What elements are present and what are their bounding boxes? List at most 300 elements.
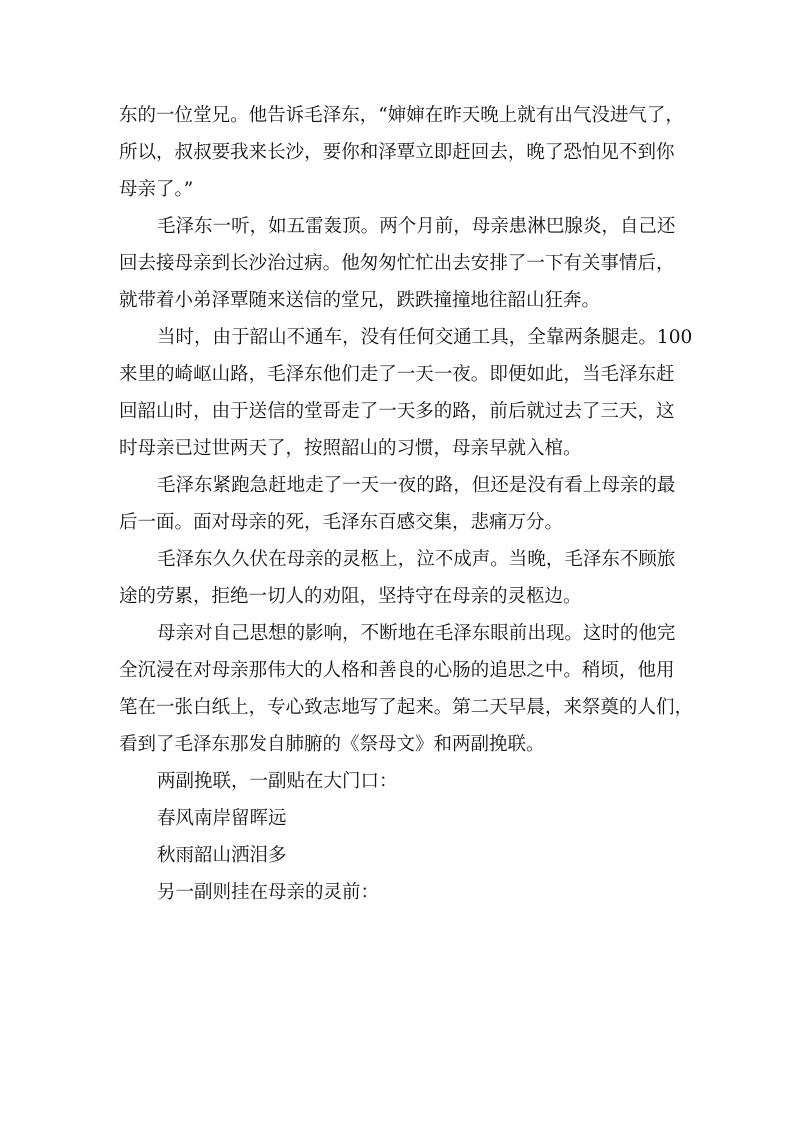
glyph: 赶 xyxy=(268,475,287,496)
glyph: 没 xyxy=(360,327,380,348)
glyph: 时 xyxy=(174,401,194,422)
glyph: ， xyxy=(545,549,565,570)
glyph: 东 xyxy=(637,364,656,385)
glyph: 祭 xyxy=(581,697,601,718)
glyph: 来 xyxy=(415,697,434,718)
glyph: 即 xyxy=(433,142,453,163)
glyph: ， xyxy=(470,401,490,422)
glyph: 没 xyxy=(591,105,610,126)
glyph: 毛 xyxy=(157,475,176,496)
glyph: 炎 xyxy=(582,216,602,237)
glyph: 气 xyxy=(628,105,647,126)
glyph: 告 xyxy=(267,105,286,126)
glyph: 一 xyxy=(526,253,545,274)
text-line: 春风南岸留晖远 xyxy=(157,808,287,829)
glyph: 己 xyxy=(231,623,250,644)
glyph: 于 xyxy=(231,327,250,348)
glyph: 的 xyxy=(638,475,657,496)
text-line: 途的劳累，拒绝一切人的劝阻，坚持守在母亲的灵柩边。 xyxy=(119,586,582,607)
glyph: 用 xyxy=(655,660,675,681)
glyph: 的 xyxy=(619,623,639,644)
text-line xyxy=(119,398,675,435)
glyph: 东 xyxy=(471,623,491,644)
glyph: 。 xyxy=(230,105,249,126)
glyph: 二 xyxy=(470,697,490,718)
glyph: 的 xyxy=(304,660,323,681)
glyph: 情 xyxy=(618,253,638,274)
glyph: 久 xyxy=(212,549,232,570)
glyph: 由 xyxy=(212,327,232,348)
glyph: 地 xyxy=(286,475,306,496)
glyph: 诉 xyxy=(285,105,305,126)
glyph: 走 xyxy=(341,401,360,422)
text-line: 另一副则挂在母亲的灵前： xyxy=(157,882,380,903)
glyph: 恐 xyxy=(563,142,582,163)
glyph: ， xyxy=(508,327,528,348)
paragraph-last-look xyxy=(119,472,676,546)
document-page xyxy=(119,102,693,916)
glyph: 要 xyxy=(211,142,231,163)
glyph: 下 xyxy=(544,253,564,274)
glyph: 。 xyxy=(563,660,582,681)
glyph: 的 xyxy=(285,401,305,422)
glyph: 时 xyxy=(175,327,195,348)
glyph: 叔 xyxy=(174,142,194,163)
glyph: 过 xyxy=(544,401,564,422)
glyph: 交 xyxy=(434,327,454,348)
text-line: 就带着小弟泽覃随来送信的堂兄，跌跌撞撞地往韶山狂奔。 xyxy=(119,290,601,311)
glyph: 前 xyxy=(489,401,508,422)
glyph: 100 xyxy=(656,327,693,348)
glyph: 天 xyxy=(618,401,638,422)
glyph: 走 xyxy=(619,327,639,348)
glyph: 上 xyxy=(379,549,398,570)
glyph: 有 xyxy=(563,253,582,274)
glyph: 两 xyxy=(564,327,583,348)
glyph: 了 xyxy=(378,697,397,718)
glyph: 来 xyxy=(248,142,268,163)
glyph: 车 xyxy=(323,327,343,348)
glyph: 在 xyxy=(424,105,444,126)
glyph: 来 xyxy=(563,697,582,718)
glyph: 路 xyxy=(434,475,454,496)
glyph: 淋 xyxy=(527,216,546,237)
glyph: ， xyxy=(563,364,582,385)
glyph: 安 xyxy=(470,253,490,274)
glyph: 柩 xyxy=(360,549,380,570)
glyph: 亲 xyxy=(175,623,195,644)
glyph: 。 xyxy=(322,253,342,274)
glyph: 有 xyxy=(535,105,555,126)
glyph: 伏 xyxy=(249,549,269,570)
glyph: 致 xyxy=(304,697,323,718)
glyph: 一 xyxy=(396,364,416,385)
couplet-line-1 xyxy=(119,805,672,842)
glyph: 出 xyxy=(527,623,546,644)
glyph: 一 xyxy=(379,475,398,496)
glyph: 地 xyxy=(341,697,360,718)
glyph: 晨 xyxy=(526,697,545,718)
glyph: 的 xyxy=(415,660,434,681)
glyph: 如 xyxy=(526,364,545,385)
glyph: 当 xyxy=(157,327,176,348)
glyph: 患 xyxy=(508,216,528,237)
glyph: 事 xyxy=(600,253,619,274)
glyph: 浸 xyxy=(156,660,175,681)
glyph: 。 xyxy=(490,549,509,570)
glyph: 两 xyxy=(379,216,398,237)
glyph: 多 xyxy=(415,401,434,422)
glyph: 此 xyxy=(544,364,564,385)
glyph: 伟 xyxy=(267,660,286,681)
glyph: 沙 xyxy=(285,142,305,163)
glyph: 前 xyxy=(508,623,528,644)
text-line xyxy=(119,472,676,509)
glyph: ， xyxy=(397,549,417,570)
glyph: 赶 xyxy=(452,142,471,163)
glyph: 格 xyxy=(341,660,360,681)
glyph: 在 xyxy=(137,697,157,718)
glyph: 不 xyxy=(286,327,306,348)
glyph: 通 xyxy=(453,327,472,348)
glyph: 不 xyxy=(434,549,454,570)
glyph: 良 xyxy=(396,660,416,681)
glyph: 纸 xyxy=(211,697,231,718)
glyph: 还 xyxy=(490,475,509,496)
glyph: 追 xyxy=(489,660,508,681)
glyph: 。 xyxy=(638,327,657,348)
glyph: 亲 xyxy=(490,216,509,237)
glyph: 个 xyxy=(397,216,417,237)
glyph: 里 xyxy=(137,364,157,385)
glyph: ， xyxy=(194,327,213,348)
glyph: 一 xyxy=(156,697,175,718)
glyph: 一 xyxy=(156,105,175,126)
glyph: 泽 xyxy=(175,549,195,570)
glyph: 声 xyxy=(471,549,491,570)
text-line xyxy=(119,694,693,731)
glyph: ， xyxy=(193,401,212,422)
glyph: 兄 xyxy=(211,105,231,126)
glyph: 后 xyxy=(637,253,656,274)
glyph: ， xyxy=(248,364,268,385)
glyph: 跑 xyxy=(231,475,250,496)
glyph: 走 xyxy=(359,364,379,385)
glyph: 上 xyxy=(582,475,602,496)
glyph: 毛 xyxy=(157,549,176,570)
glyph: 了 xyxy=(359,401,379,422)
glyph: 自 xyxy=(619,216,639,237)
glyph: 覃 xyxy=(396,142,416,163)
glyph: 月 xyxy=(416,216,435,237)
glyph: 还 xyxy=(656,216,676,237)
glyph: 岖 xyxy=(193,364,212,385)
glyph: 由 xyxy=(211,401,231,422)
glyph: 的 xyxy=(416,475,435,496)
glyph: 山 xyxy=(156,401,175,422)
glyph: 旅 xyxy=(656,549,676,570)
glyph: 这 xyxy=(655,401,675,422)
glyph: 天 xyxy=(489,697,508,718)
glyph: 毛 xyxy=(157,216,176,237)
glyph: 了 xyxy=(378,364,397,385)
glyph: ， xyxy=(342,327,361,348)
glyph: 母 xyxy=(471,216,491,237)
glyph: 顷 xyxy=(600,660,619,681)
glyph: 第 xyxy=(452,697,471,718)
glyph: 影 xyxy=(305,623,324,644)
glyph: 堂 xyxy=(193,105,212,126)
glyph: 一 xyxy=(342,475,361,496)
glyph: 时 xyxy=(601,623,620,644)
glyph: 堂 xyxy=(304,401,323,422)
glyph: ， xyxy=(453,475,472,496)
glyph: 靠 xyxy=(545,327,565,348)
text-line: 秋雨韶山洒泪多 xyxy=(157,845,287,866)
glyph: 去 xyxy=(452,253,471,274)
glyph: 起 xyxy=(396,697,416,718)
glyph: 肠 xyxy=(452,660,471,681)
text-line: 母亲了。” xyxy=(119,179,194,200)
glyph: 。 xyxy=(470,364,490,385)
glyph: 出 xyxy=(554,105,573,126)
glyph: 己 xyxy=(638,216,657,237)
glyph: 。 xyxy=(433,697,453,718)
glyph: 东 xyxy=(341,105,360,126)
glyph: ， xyxy=(156,142,175,163)
glyph: 的 xyxy=(137,105,157,126)
glyph: 亲 xyxy=(230,660,249,681)
glyph: 路 xyxy=(230,364,249,385)
glyph: 晚 xyxy=(526,142,545,163)
glyph: 当 xyxy=(581,364,601,385)
glyph: 婶 xyxy=(387,105,407,126)
glyph: ， xyxy=(618,660,638,681)
glyph: 夜 xyxy=(452,364,471,385)
glyph: 不 xyxy=(360,623,380,644)
glyph: 思 xyxy=(249,623,269,644)
glyph: 成 xyxy=(453,549,472,570)
glyph: 亲 xyxy=(305,549,324,570)
glyph: 出 xyxy=(433,253,453,274)
glyph: 便 xyxy=(507,364,527,385)
glyph: 有 xyxy=(379,327,398,348)
glyph: 一 xyxy=(212,216,232,237)
glyph: 的 xyxy=(156,364,175,385)
glyph: 的 xyxy=(433,401,453,422)
glyph: 有 xyxy=(545,475,565,496)
glyph: 但 xyxy=(471,475,491,496)
glyph: 了 xyxy=(544,142,564,163)
glyph: 们 xyxy=(655,697,675,718)
glyph: 东 xyxy=(194,216,213,237)
glyph: 泽 xyxy=(175,475,195,496)
glyph: 眼 xyxy=(490,623,509,644)
glyph: 到 xyxy=(637,142,656,163)
text-line: 两副挽联，一副贴在大门口： xyxy=(157,771,398,792)
glyph: 匆 xyxy=(378,253,397,274)
glyph: 毛 xyxy=(267,364,286,385)
glyph: 早 xyxy=(507,697,527,718)
glyph: ， xyxy=(507,142,527,163)
glyph: 沙 xyxy=(248,253,268,274)
glyph: ， xyxy=(637,401,656,422)
glyph: 通 xyxy=(305,327,324,348)
glyph: 叔 xyxy=(193,142,212,163)
glyph: ， xyxy=(665,105,684,126)
glyph: 晚 xyxy=(480,105,499,126)
glyph: 山 xyxy=(268,327,287,348)
glyph: 进 xyxy=(609,105,629,126)
glyph: 泽 xyxy=(322,105,342,126)
glyph: 回 xyxy=(119,401,138,422)
glyph: 不 xyxy=(619,549,639,570)
glyph: 上 xyxy=(498,105,518,126)
glyph: ， xyxy=(342,623,361,644)
glyph: 路 xyxy=(452,401,471,422)
glyph: 泽 xyxy=(285,364,305,385)
glyph: 夜 xyxy=(397,475,417,496)
glyph: 韶 xyxy=(137,401,157,422)
glyph: 就 xyxy=(517,105,536,126)
glyph: 立 xyxy=(415,142,434,163)
glyph: 他 xyxy=(341,253,360,274)
glyph: 人 xyxy=(322,660,342,681)
glyph: 长 xyxy=(230,253,249,274)
glyph: 看 xyxy=(564,475,583,496)
glyph: 的 xyxy=(470,660,490,681)
glyph: 五 xyxy=(286,216,306,237)
glyph: 轰 xyxy=(323,216,343,237)
glyph: 。 xyxy=(564,623,583,644)
glyph: 母 xyxy=(157,623,176,644)
glyph: 不 xyxy=(618,142,638,163)
glyph: 在 xyxy=(268,549,287,570)
glyph: 晚 xyxy=(527,549,546,570)
glyph: 天 xyxy=(396,401,416,422)
glyph: 崎 xyxy=(174,364,194,385)
glyph: 上 xyxy=(230,697,249,718)
glyph: 长 xyxy=(267,142,286,163)
glyph: 他 xyxy=(638,623,657,644)
glyph: 毛 xyxy=(600,364,619,385)
glyph: 想 xyxy=(268,623,287,644)
glyph: 的 xyxy=(323,549,343,570)
glyph: 具 xyxy=(490,327,509,348)
glyph: 后 xyxy=(507,401,527,422)
glyph: 忙 xyxy=(415,253,434,274)
glyph: 昨 xyxy=(443,105,462,126)
glyph: ， xyxy=(544,697,564,718)
text-line xyxy=(119,361,675,398)
glyph: 一 xyxy=(433,364,453,385)
glyph: 善 xyxy=(378,660,397,681)
glyph: 最 xyxy=(656,475,676,496)
glyph: 到 xyxy=(211,253,231,274)
glyph: 即 xyxy=(489,364,508,385)
glyph: 久 xyxy=(231,549,250,570)
glyph: 这 xyxy=(582,623,602,644)
glyph: 于 xyxy=(230,401,249,422)
glyph: 东 xyxy=(601,549,620,570)
glyph: 响 xyxy=(323,623,343,644)
glyph: 怕 xyxy=(581,142,601,163)
glyph: 山 xyxy=(211,364,231,385)
glyph: 心 xyxy=(433,660,453,681)
glyph: 写 xyxy=(359,697,379,718)
glyph: 张 xyxy=(174,697,194,718)
text-line: 后一面。面对母亲的死，毛泽东百感交集，悲痛万分。 xyxy=(119,512,564,533)
glyph: 专 xyxy=(267,697,286,718)
glyph: 排 xyxy=(489,253,508,274)
glyph: 任 xyxy=(397,327,417,348)
text-line: 时母亲已过世两天了，按照韶山的习惯，母亲早就入棺。 xyxy=(119,438,582,459)
glyph: 断 xyxy=(379,623,398,644)
glyph: 稍 xyxy=(581,660,601,681)
glyph: 婶 xyxy=(406,105,425,126)
glyph: ， xyxy=(249,216,269,237)
glyph: 对 xyxy=(193,660,212,681)
glyph: 你 xyxy=(655,142,675,163)
glyph: 母 xyxy=(286,549,306,570)
glyph: 现 xyxy=(545,623,565,644)
glyph: 全 xyxy=(119,660,138,681)
glyph: 他 xyxy=(248,105,268,126)
glyph: 毛 xyxy=(304,105,323,126)
glyph: 条 xyxy=(582,327,602,348)
glyph: ， xyxy=(674,697,693,718)
glyph: 巴 xyxy=(545,216,565,237)
glyph: 要 xyxy=(322,142,342,163)
glyph: 顾 xyxy=(638,549,657,570)
paragraph-journey-home xyxy=(119,324,693,472)
glyph: 泽 xyxy=(582,549,602,570)
glyph: 心 xyxy=(285,697,305,718)
glyph: 地 xyxy=(397,623,417,644)
glyph: ， xyxy=(248,697,268,718)
paragraph-second-couplet-intro xyxy=(119,879,672,916)
glyph: 全 xyxy=(527,327,546,348)
glyph: 见 xyxy=(600,142,619,163)
glyph: 了 xyxy=(323,475,343,496)
text-line xyxy=(119,620,676,657)
glyph: 他 xyxy=(637,660,656,681)
text-line xyxy=(119,250,675,287)
glyph: 母 xyxy=(601,475,620,496)
glyph: 顶 xyxy=(342,216,361,237)
glyph: 当 xyxy=(508,549,528,570)
glyph: 了 xyxy=(646,105,666,126)
paragraph-writing-eulogy xyxy=(119,620,693,768)
glyph: 来 xyxy=(119,364,138,385)
text-line xyxy=(119,139,675,176)
glyph: 的 xyxy=(286,623,306,644)
glyph: 自 xyxy=(212,623,232,644)
glyph: 回 xyxy=(119,253,138,274)
glyph: “ xyxy=(378,105,388,126)
glyph: 一 xyxy=(378,401,397,422)
glyph: 急 xyxy=(249,475,269,496)
text-line xyxy=(119,324,693,361)
glyph: 位 xyxy=(174,105,194,126)
glyph: 泽 xyxy=(378,142,397,163)
glyph: 工 xyxy=(471,327,491,348)
glyph: 泽 xyxy=(453,623,472,644)
glyph: 大 xyxy=(285,660,305,681)
glyph: 母 xyxy=(174,253,194,274)
glyph: 人 xyxy=(637,697,656,718)
glyph: 在 xyxy=(174,660,194,681)
